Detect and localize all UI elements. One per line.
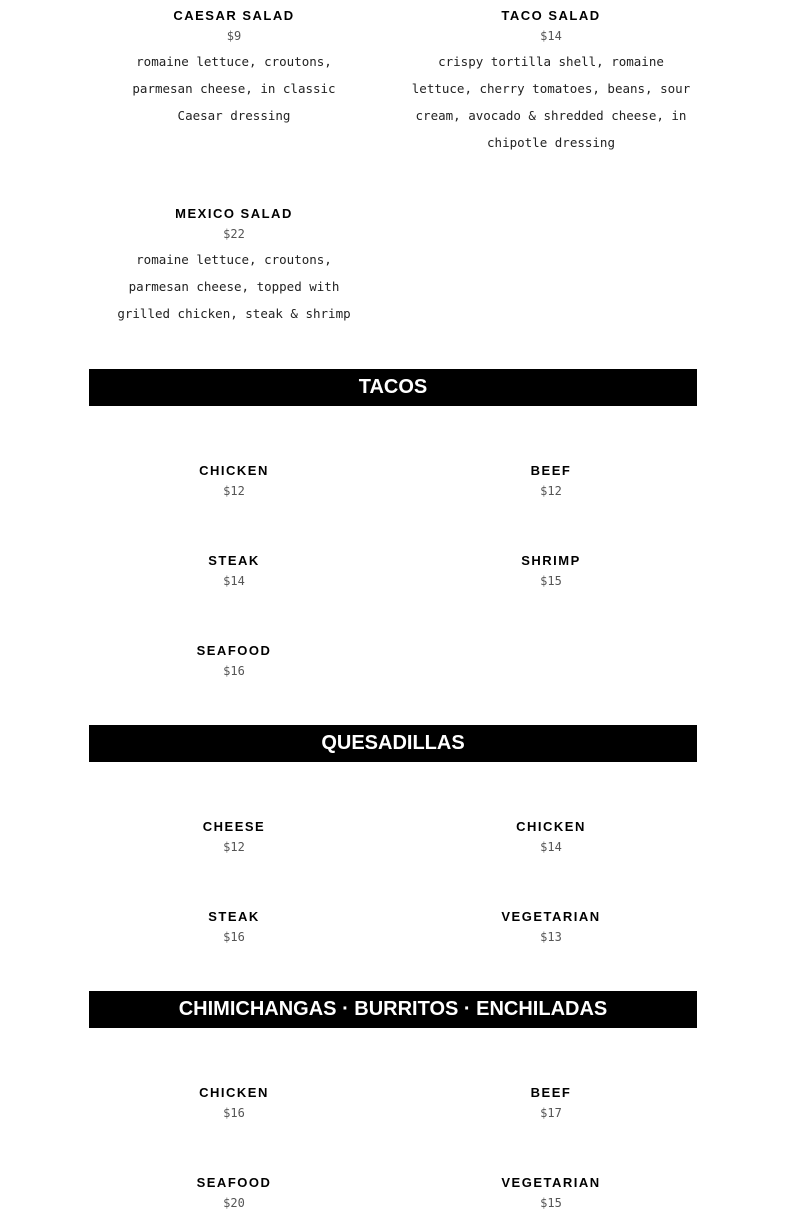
- menu-item-quesadilla-steak: [89, 909, 379, 945]
- item-price: $14: [540, 840, 562, 854]
- item-name: VEGETARIAN: [501, 909, 601, 924]
- item-price: $20: [223, 1196, 245, 1210]
- menu-item-taco-shrimp: [406, 553, 696, 589]
- item-price: $22: [223, 227, 245, 241]
- menu-item-quesadilla-chicken: [406, 819, 696, 855]
- item-description: crispy tortilla shell, romaine lettuce, cherry tomatoes, beans, sour cream, avocado & shredded cheese, in chipotle dressing: [411, 54, 691, 150]
- item-name: CHICKEN: [516, 819, 586, 834]
- menu-item-caesar-salad: [89, 8, 379, 129]
- menu-item-taco-salad: [406, 8, 696, 156]
- menu-item-mexico-salad: [89, 206, 379, 327]
- item-name: SHRIMP: [521, 553, 581, 568]
- section-header-quesadillas: QUESADILLAS: [89, 725, 697, 762]
- menu-item-chimi-seafood: [89, 1175, 379, 1211]
- item-price: $16: [223, 1106, 245, 1120]
- item-name: STEAK: [208, 909, 260, 924]
- item-price: $17: [540, 1106, 562, 1120]
- item-description: romaine lettuce, croutons, parmesan cheese, in classic Caesar dressing: [132, 54, 336, 123]
- item-name: CHICKEN: [199, 463, 269, 478]
- item-price: $12: [223, 484, 245, 498]
- menu-item-chimi-chicken: [89, 1085, 379, 1121]
- item-price: $15: [540, 574, 562, 588]
- item-name: VEGETARIAN: [501, 1175, 601, 1190]
- item-name: STEAK: [208, 553, 260, 568]
- menu-item-chimi-beef: [406, 1085, 696, 1121]
- item-name: BEEF: [530, 463, 572, 478]
- item-price: $12: [223, 840, 245, 854]
- menu-item-quesadilla-cheese: [89, 819, 379, 855]
- item-name: SEAFOOD: [196, 643, 272, 658]
- menu-item-taco-chicken: [89, 463, 379, 499]
- item-name: MEXICO SALAD: [175, 206, 293, 221]
- item-price: $14: [540, 29, 562, 43]
- item-price: $14: [223, 574, 245, 588]
- menu-item-quesadilla-vegetarian: [406, 909, 696, 945]
- menu-item-taco-beef: [406, 463, 696, 499]
- item-name: SEAFOOD: [196, 1175, 272, 1190]
- item-price: $12: [540, 484, 562, 498]
- item-price: $13: [540, 930, 562, 944]
- item-name: CHEESE: [202, 819, 266, 834]
- menu-item-taco-seafood: [89, 643, 379, 679]
- item-name: CAESAR SALAD: [173, 8, 295, 23]
- item-price: $15: [540, 1196, 562, 1210]
- section-header-chimichangas: CHIMICHANGAS · BURRITOS · ENCHILADAS: [89, 991, 697, 1028]
- item-name: TACO SALAD: [501, 8, 601, 23]
- item-price: $16: [223, 664, 245, 678]
- item-description: romaine lettuce, croutons, parmesan cheese, topped with grilled chicken, steak & shrimp: [117, 252, 351, 321]
- menu-item-taco-steak: [89, 553, 379, 589]
- menu-item-chimi-vegetarian: [406, 1175, 696, 1211]
- section-header-tacos: TACOS: [89, 369, 697, 406]
- item-price: $9: [226, 29, 242, 43]
- item-name: CHICKEN: [199, 1085, 269, 1100]
- item-name: BEEF: [530, 1085, 572, 1100]
- item-price: $16: [223, 930, 245, 944]
